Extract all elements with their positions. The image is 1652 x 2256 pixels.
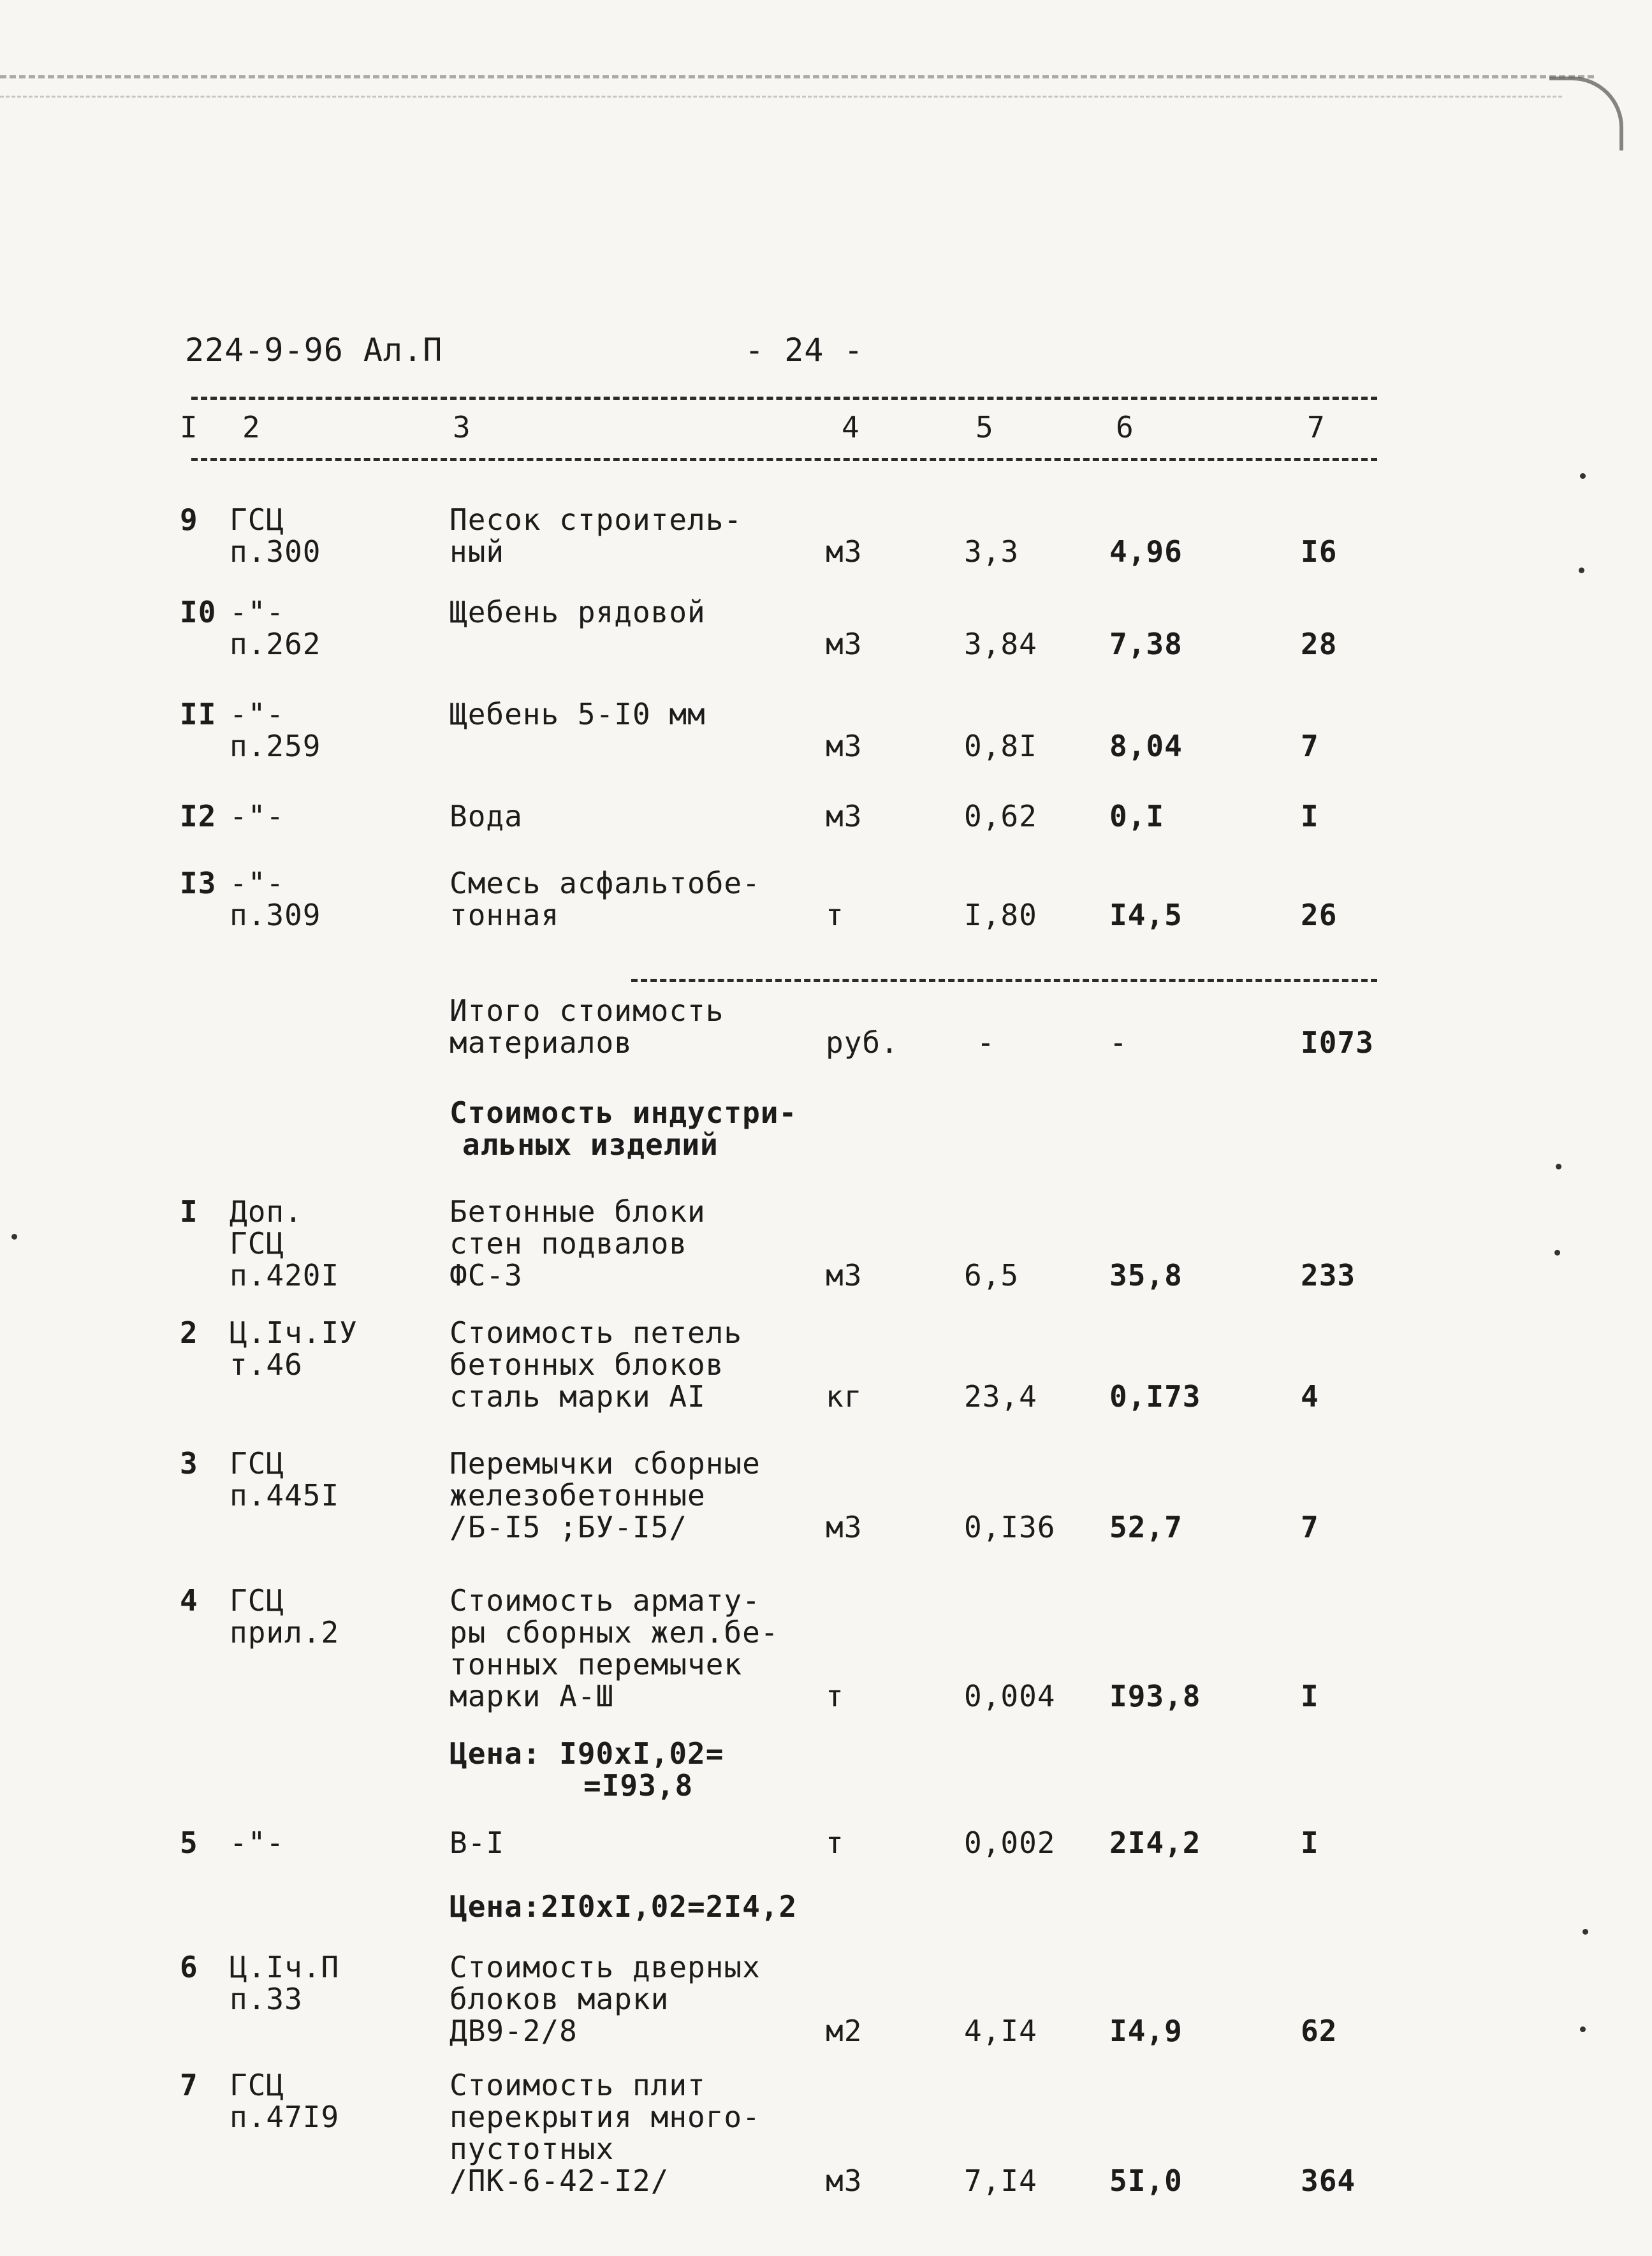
row-reference: -"- [230, 595, 285, 629]
document-code: 224-9-96 Ал.П [185, 332, 443, 369]
unit: кг [826, 1379, 863, 1414]
unit-price: 52,7 [1109, 1510, 1183, 1544]
total-cost: 364 [1301, 2164, 1356, 2198]
total-cost: 7 [1301, 729, 1319, 763]
row-reference: Доп. [230, 1194, 303, 1229]
unit-price: I93,8 [1109, 1679, 1201, 1713]
total-cost: I073 [1301, 1025, 1374, 1060]
column-header: 6 [1116, 410, 1134, 444]
item-name: Щебень 5-I0 мм [450, 697, 706, 731]
column-header: I [180, 410, 198, 444]
item-name: Щебень рядовой [450, 595, 706, 629]
quantity: 4,I4 [964, 2014, 1037, 2048]
row-reference: п.262 [230, 627, 321, 661]
quantity: - [977, 1025, 995, 1060]
quantity: 0,002 [964, 1826, 1056, 1860]
quantity: 3,84 [964, 627, 1037, 661]
total-cost: 28 [1301, 627, 1338, 661]
scan-speck [1580, 473, 1586, 479]
column-header: 4 [842, 410, 860, 444]
row-number: 5 [180, 1826, 198, 1860]
total-cost: 4 [1301, 1379, 1319, 1414]
row-reference: прил.2 [230, 1615, 340, 1650]
row-number: 6 [180, 1950, 198, 1984]
column-header: 3 [453, 410, 471, 444]
total-cost: 7 [1301, 1510, 1319, 1544]
unit: руб. [826, 1025, 899, 1060]
item-name: /ПК-6-42-I2/ [450, 2164, 669, 2198]
total-cost: 233 [1301, 1258, 1356, 1293]
row-reference: п.33 [230, 1982, 303, 2016]
item-name: Стоимость дверных [450, 1950, 761, 1984]
row-reference: -"- [230, 799, 285, 833]
page-number: - 24 - [745, 332, 864, 369]
unit-price: 2I4,2 [1109, 1826, 1201, 1860]
unit: м3 [826, 534, 863, 569]
row-number: I [180, 1194, 198, 1229]
quantity: 0,004 [964, 1679, 1056, 1713]
unit: т [826, 898, 844, 932]
unit-price: 7,38 [1109, 627, 1183, 661]
item-name: бетонных блоков [450, 1347, 724, 1382]
item-name: Стоимость петель [450, 1315, 743, 1350]
row-reference: ГСЦ [230, 1226, 285, 1261]
item-name: тонных перемычек [450, 1647, 743, 1681]
page-fold-mark [1549, 77, 1623, 150]
unit-price: 0,I73 [1109, 1379, 1201, 1414]
scan-speck [1583, 1929, 1588, 1935]
row-number: 2 [180, 1315, 198, 1350]
scan-edge-line [0, 75, 1594, 78]
item-name: ФС-3 [450, 1258, 523, 1293]
header-rule-bottom [191, 458, 1377, 461]
row-reference: Ц.Iч.IУ [230, 1315, 358, 1350]
row-reference: ГСЦ [230, 2068, 285, 2102]
unit: м3 [826, 627, 863, 661]
total-cost: I [1301, 799, 1319, 833]
column-header: 2 [242, 410, 261, 444]
total-cost: I6 [1301, 534, 1338, 569]
item-name: перекрытия много- [450, 2100, 761, 2134]
unit: м3 [826, 729, 863, 763]
column-header: 7 [1307, 410, 1326, 444]
scan-speck [1554, 1250, 1560, 1256]
row-reference: п.445I [230, 1478, 340, 1513]
total-cost: 26 [1301, 898, 1338, 932]
unit: т [826, 1826, 844, 1860]
row-reference: п.300 [230, 534, 321, 569]
item-name: Смесь асфальтобе- [450, 866, 761, 900]
item-name: ры сборных жел.бе- [450, 1615, 779, 1650]
row-number: I2 [180, 799, 217, 833]
row-reference: ГСЦ [230, 502, 285, 537]
unit-price: I4,9 [1109, 2014, 1183, 2048]
item-name: тонная [450, 898, 560, 932]
row-number: 9 [180, 502, 198, 537]
scan-speck [1579, 568, 1584, 573]
unit-price: 5I,0 [1109, 2164, 1183, 2198]
row-reference: п.309 [230, 898, 321, 932]
item-name: ДВ9-2/8 [450, 2014, 578, 2048]
column-header: 5 [976, 410, 994, 444]
scan-speck [1556, 1164, 1561, 1169]
scan-speck [11, 1234, 17, 1240]
row-number: 4 [180, 1583, 198, 1618]
unit: м3 [826, 2164, 863, 2198]
scan-speck [1580, 2026, 1586, 2032]
item-name: /Б-I5 ;БУ-I5/ [450, 1510, 688, 1544]
row-number: I0 [180, 595, 217, 629]
total-cost: I [1301, 1826, 1319, 1860]
unit: м3 [826, 1510, 863, 1544]
row-number: I3 [180, 866, 217, 900]
item-name: В-I [450, 1826, 505, 1860]
unit-price: 4,96 [1109, 534, 1183, 569]
unit-price: 0,I [1109, 799, 1165, 833]
subtotal-label: Итого стоимость [450, 993, 724, 1028]
item-name: сталь марки АI [450, 1379, 706, 1414]
item-name: железобетонные [450, 1478, 706, 1513]
row-reference: -"- [230, 1826, 285, 1860]
price-note: Цена: I90хI,02= [450, 1736, 724, 1771]
item-name: Перемычки сборные [450, 1446, 761, 1481]
subtotal-rule [631, 979, 1377, 982]
item-name: пустотных [450, 2132, 615, 2166]
row-reference: п.420I [230, 1258, 340, 1293]
row-number: 3 [180, 1446, 198, 1481]
unit: м3 [826, 1258, 863, 1293]
unit: м3 [826, 799, 863, 833]
total-cost: 62 [1301, 2014, 1338, 2048]
total-cost: I [1301, 1679, 1319, 1713]
unit: т [826, 1679, 844, 1713]
item-name: Вода [450, 799, 523, 833]
unit: м2 [826, 2014, 863, 2048]
item-name: Бетонные блоки [450, 1194, 706, 1229]
quantity: 3,3 [964, 534, 1020, 569]
unit-price: I4,5 [1109, 898, 1183, 932]
quantity: 0,8I [964, 729, 1037, 763]
item-name: Стоимость армату- [450, 1583, 761, 1618]
section-title: альных изделий [462, 1127, 719, 1162]
scan-edge-line [0, 96, 1562, 98]
quantity: 0,62 [964, 799, 1037, 833]
row-reference: ГСЦ [230, 1583, 285, 1618]
quantity: I,80 [964, 898, 1037, 932]
quantity: 6,5 [964, 1258, 1020, 1293]
price-note: Цена:2I0хI,02=2I4,2 [450, 1889, 798, 1924]
item-name: Стоимость плит [450, 2068, 706, 2102]
row-reference: п.259 [230, 729, 321, 763]
section-title: Стоимость индустри- [450, 1095, 798, 1130]
header-rule-top [191, 397, 1377, 400]
unit-price: - [1109, 1025, 1128, 1060]
price-note: =I93,8 [583, 1768, 694, 1803]
quantity: 0,I36 [964, 1510, 1056, 1544]
item-name: марки А-Ш [450, 1679, 615, 1713]
unit-price: 8,04 [1109, 729, 1183, 763]
row-reference: -"- [230, 697, 285, 731]
item-name: блоков марки [450, 1982, 669, 2016]
row-number: 7 [180, 2068, 198, 2102]
row-number: II [180, 697, 217, 731]
row-reference: т.46 [230, 1347, 303, 1382]
row-reference: п.47I9 [230, 2100, 340, 2134]
item-name: ный [450, 534, 505, 569]
subtotal-label: материалов [450, 1025, 632, 1060]
item-name: стен подвалов [450, 1226, 688, 1261]
row-reference: ГСЦ [230, 1446, 285, 1481]
row-reference: Ц.Iч.П [230, 1950, 340, 1984]
quantity: 23,4 [964, 1379, 1037, 1414]
item-name: Песок строитель- [450, 502, 743, 537]
unit-price: 35,8 [1109, 1258, 1183, 1293]
row-reference: -"- [230, 866, 285, 900]
quantity: 7,I4 [964, 2164, 1037, 2198]
